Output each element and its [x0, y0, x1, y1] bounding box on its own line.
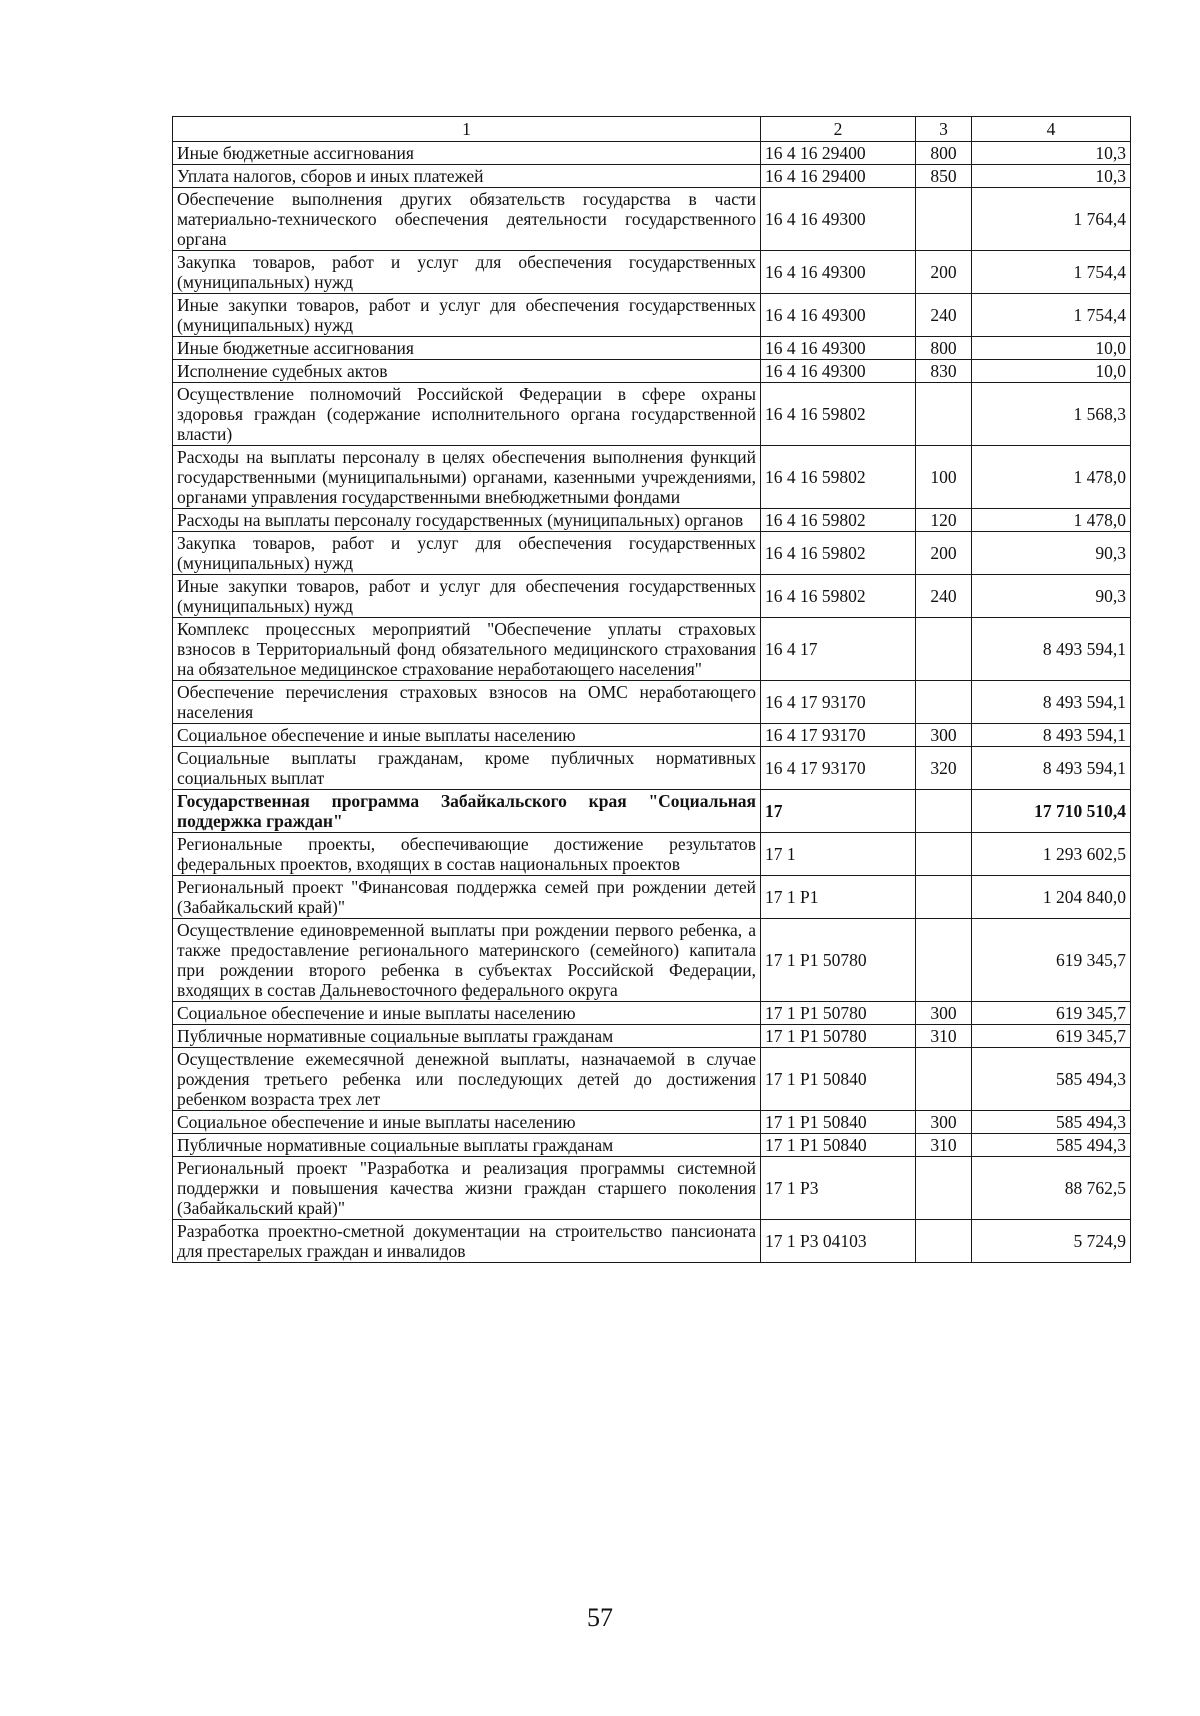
table-row: [173, 142, 1131, 165]
cell-code: 16 4 16 29400: [761, 165, 916, 188]
cell-code: 16 4 16 49300: [761, 294, 916, 337]
cell-kvr: 800: [916, 337, 972, 360]
cell-kvr: 310: [916, 1134, 972, 1157]
cell-kvr: [916, 188, 972, 251]
cell-name: Осуществление полномочий Российской Федерации в сфере охраны здоровья граждан (содержание исполнительного органа государственной власти): [173, 383, 761, 446]
cell-code: 17: [761, 790, 916, 833]
cell-code: 16 4 17 93170: [761, 747, 916, 790]
cell-sum: 585 494,3: [972, 1111, 1131, 1134]
table-row: [173, 360, 1131, 383]
cell-code: 16 4 17 93170: [761, 681, 916, 724]
cell-sum: 619 345,7: [972, 1025, 1131, 1048]
cell-sum: 585 494,3: [972, 1134, 1131, 1157]
cell-name: Региональные проекты, обеспечивающие достижение результатов федеральных проектов, входящих в состав национальных проектов: [173, 833, 761, 876]
column-header-sum: 4: [972, 117, 1131, 142]
cell-sum: 619 345,7: [972, 1002, 1131, 1025]
cell-sum: 17 710 510,4: [972, 790, 1131, 833]
cell-kvr: 850: [916, 165, 972, 188]
table-row: [173, 294, 1131, 337]
cell-sum: 1 478,0: [972, 446, 1131, 509]
cell-name: Региональный проект "Разработка и реализация программы системной поддержки и повышения качества жизни граждан старшего поколения (Забайкальский край)": [173, 1157, 761, 1220]
cell-kvr: 300: [916, 724, 972, 747]
cell-code: 16 4 16 59802: [761, 532, 916, 575]
cell-kvr: 300: [916, 1111, 972, 1134]
cell-name: Уплата налогов, сборов и иных платежей: [173, 165, 761, 188]
cell-kvr: [916, 919, 972, 1002]
cell-kvr: 310: [916, 1025, 972, 1048]
cell-code: 17 1 P3 04103: [761, 1220, 916, 1263]
table-row: [173, 251, 1131, 294]
cell-code: 16 4 16 59802: [761, 383, 916, 446]
cell-sum: 1 293 602,5: [972, 833, 1131, 876]
table-row: [173, 337, 1131, 360]
cell-name: Государственная программа Забайкальского края "Социальная поддержка граждан": [173, 790, 761, 833]
table-row: [173, 876, 1131, 919]
table-row: [173, 1157, 1131, 1220]
cell-sum: 88 762,5: [972, 1157, 1131, 1220]
cell-sum: 10,3: [972, 142, 1131, 165]
cell-sum: 1 754,4: [972, 294, 1131, 337]
cell-sum: 8 493 594,1: [972, 724, 1131, 747]
cell-sum: 90,3: [972, 532, 1131, 575]
cell-code: 16 4 16 29400: [761, 142, 916, 165]
cell-name: Иные бюджетные ассигнования: [173, 142, 761, 165]
table-row: [173, 919, 1131, 1002]
cell-name: Осуществление ежемесячной денежной выплаты, назначаемой в случае рождения третьего ребенка или последующих детей до достижения ребенком возраста трех лет: [173, 1048, 761, 1111]
table-row: [173, 1220, 1131, 1263]
cell-kvr: 120: [916, 509, 972, 532]
cell-name: Закупка товаров, работ и услуг для обеспечения государственных (муниципальных) нужд: [173, 251, 761, 294]
cell-name: Социальные выплаты гражданам, кроме публичных нормативных социальных выплат: [173, 747, 761, 790]
cell-kvr: 200: [916, 532, 972, 575]
cell-name: Иные закупки товаров, работ и услуг для обеспечения государственных (муниципальных) нужд: [173, 575, 761, 618]
cell-code: 17 1 P1 50780: [761, 919, 916, 1002]
cell-kvr: [916, 618, 972, 681]
cell-kvr: [916, 681, 972, 724]
cell-sum: 1 754,4: [972, 251, 1131, 294]
table-row: [173, 1025, 1131, 1048]
table-row: [173, 681, 1131, 724]
cell-name: Публичные нормативные социальные выплаты гражданам: [173, 1025, 761, 1048]
cell-sum: 1 478,0: [972, 509, 1131, 532]
column-header-kvr: 3: [916, 117, 972, 142]
cell-kvr: [916, 1048, 972, 1111]
table-row: [173, 532, 1131, 575]
column-header-name: 1: [173, 117, 761, 142]
cell-code: 16 4 16 49300: [761, 337, 916, 360]
cell-kvr: 240: [916, 294, 972, 337]
cell-code: 17 1 P1 50780: [761, 1025, 916, 1048]
cell-code: 17 1 P3: [761, 1157, 916, 1220]
cell-name: Региональный проект "Финансовая поддержка семей при рождении детей (Забайкальский край)": [173, 876, 761, 919]
cell-kvr: 300: [916, 1002, 972, 1025]
table-row: [173, 833, 1131, 876]
cell-name: Публичные нормативные социальные выплаты гражданам: [173, 1134, 761, 1157]
cell-kvr: [916, 833, 972, 876]
cell-code: 16 4 16 49300: [761, 251, 916, 294]
cell-name: Обеспечение выполнения других обязательств государства в части материально-технического обеспечения деятельности государственного органа: [173, 188, 761, 251]
table-row: [173, 724, 1131, 747]
table-row: [173, 165, 1131, 188]
table-row: [173, 575, 1131, 618]
cell-kvr: [916, 790, 972, 833]
cell-code: 17 1: [761, 833, 916, 876]
cell-name: Закупка товаров, работ и услуг для обеспечения государственных (муниципальных) нужд: [173, 532, 761, 575]
cell-code: 17 1 P1 50840: [761, 1048, 916, 1111]
cell-sum: 90,3: [972, 575, 1131, 618]
cell-code: 16 4 16 59802: [761, 446, 916, 509]
budget-table: [172, 116, 1131, 1263]
cell-sum: 1 568,3: [972, 383, 1131, 446]
cell-sum: 5 724,9: [972, 1220, 1131, 1263]
cell-code: 16 4 17: [761, 618, 916, 681]
cell-sum: 585 494,3: [972, 1048, 1131, 1111]
cell-kvr: 240: [916, 575, 972, 618]
cell-code: 16 4 16 59802: [761, 509, 916, 532]
table-row: [173, 1002, 1131, 1025]
table-row: [173, 509, 1131, 532]
cell-kvr: 100: [916, 446, 972, 509]
cell-sum: 1 764,4: [972, 188, 1131, 251]
cell-kvr: 320: [916, 747, 972, 790]
table-row: [173, 1134, 1131, 1157]
cell-name: Социальное обеспечение и иные выплаты населению: [173, 1111, 761, 1134]
table-row: [173, 446, 1131, 509]
cell-kvr: 200: [916, 251, 972, 294]
cell-kvr: 800: [916, 142, 972, 165]
table-row: [173, 747, 1131, 790]
cell-code: 16 4 16 59802: [761, 575, 916, 618]
cell-sum: 1 204 840,0: [972, 876, 1131, 919]
cell-name: Обеспечение перечисления страховых взносов на ОМС неработающего населения: [173, 681, 761, 724]
cell-kvr: [916, 1220, 972, 1263]
cell-kvr: [916, 383, 972, 446]
cell-name: Осуществление единовременной выплаты при рождении первого ребенка, а также предоставление регионального материнского (семейного) капитала при рождении второго ребенка в субъектах Российской Федерации, входящих в состав Дальневосточного федерального округа: [173, 919, 761, 1002]
cell-code: 16 4 17 93170: [761, 724, 916, 747]
cell-name: Социальное обеспечение и иные выплаты населению: [173, 724, 761, 747]
cell-kvr: [916, 1157, 972, 1220]
table-row: [173, 790, 1131, 833]
column-header-code: 2: [761, 117, 916, 142]
cell-code: 17 1 P1 50780: [761, 1002, 916, 1025]
cell-sum: 8 493 594,1: [972, 747, 1131, 790]
table-row: [173, 383, 1131, 446]
cell-name: Социальное обеспечение и иные выплаты населению: [173, 1002, 761, 1025]
cell-code: 16 4 16 49300: [761, 188, 916, 251]
cell-sum: 10,3: [972, 165, 1131, 188]
cell-name: Иные бюджетные ассигнования: [173, 337, 761, 360]
table-row: [173, 618, 1131, 681]
cell-sum: 8 493 594,1: [972, 681, 1131, 724]
cell-code: 17 1 P1 50840: [761, 1111, 916, 1134]
table-body: [173, 142, 1131, 1263]
cell-name: Разработка проектно-сметной документации на строительство пансионата для престарелых граждан и инвалидов: [173, 1220, 761, 1263]
cell-code: 17 1 P1 50840: [761, 1134, 916, 1157]
cell-kvr: [916, 876, 972, 919]
cell-name: Иные закупки товаров, работ и услуг для обеспечения государственных (муниципальных) нужд: [173, 294, 761, 337]
cell-sum: 619 345,7: [972, 919, 1131, 1002]
table-row: [173, 1048, 1131, 1111]
cell-sum: 8 493 594,1: [972, 618, 1131, 681]
cell-sum: 10,0: [972, 337, 1131, 360]
cell-name: Исполнение судебных актов: [173, 360, 761, 383]
table-row: [173, 188, 1131, 251]
cell-code: 16 4 16 49300: [761, 360, 916, 383]
cell-name: Расходы на выплаты персоналу в целях обеспечения выполнения функций государственными (муниципальными) органами, казенными учреждениями, органами управления государственными внебюджетными фондами: [173, 446, 761, 509]
cell-sum: 10,0: [972, 360, 1131, 383]
table-header-row: [173, 117, 1131, 142]
cell-kvr: 830: [916, 360, 972, 383]
cell-name: Комплекс процессных мероприятий "Обеспечение уплаты страховых взносов в Территориальный фонд обязательного медицинского страхования на обязательное медицинское страхование неработающего населения": [173, 618, 761, 681]
page-number: 57: [587, 1603, 613, 1632]
cell-code: 17 1 P1: [761, 876, 916, 919]
cell-name: Расходы на выплаты персоналу государственных (муниципальных) органов: [173, 509, 761, 532]
table-row: [173, 1111, 1131, 1134]
